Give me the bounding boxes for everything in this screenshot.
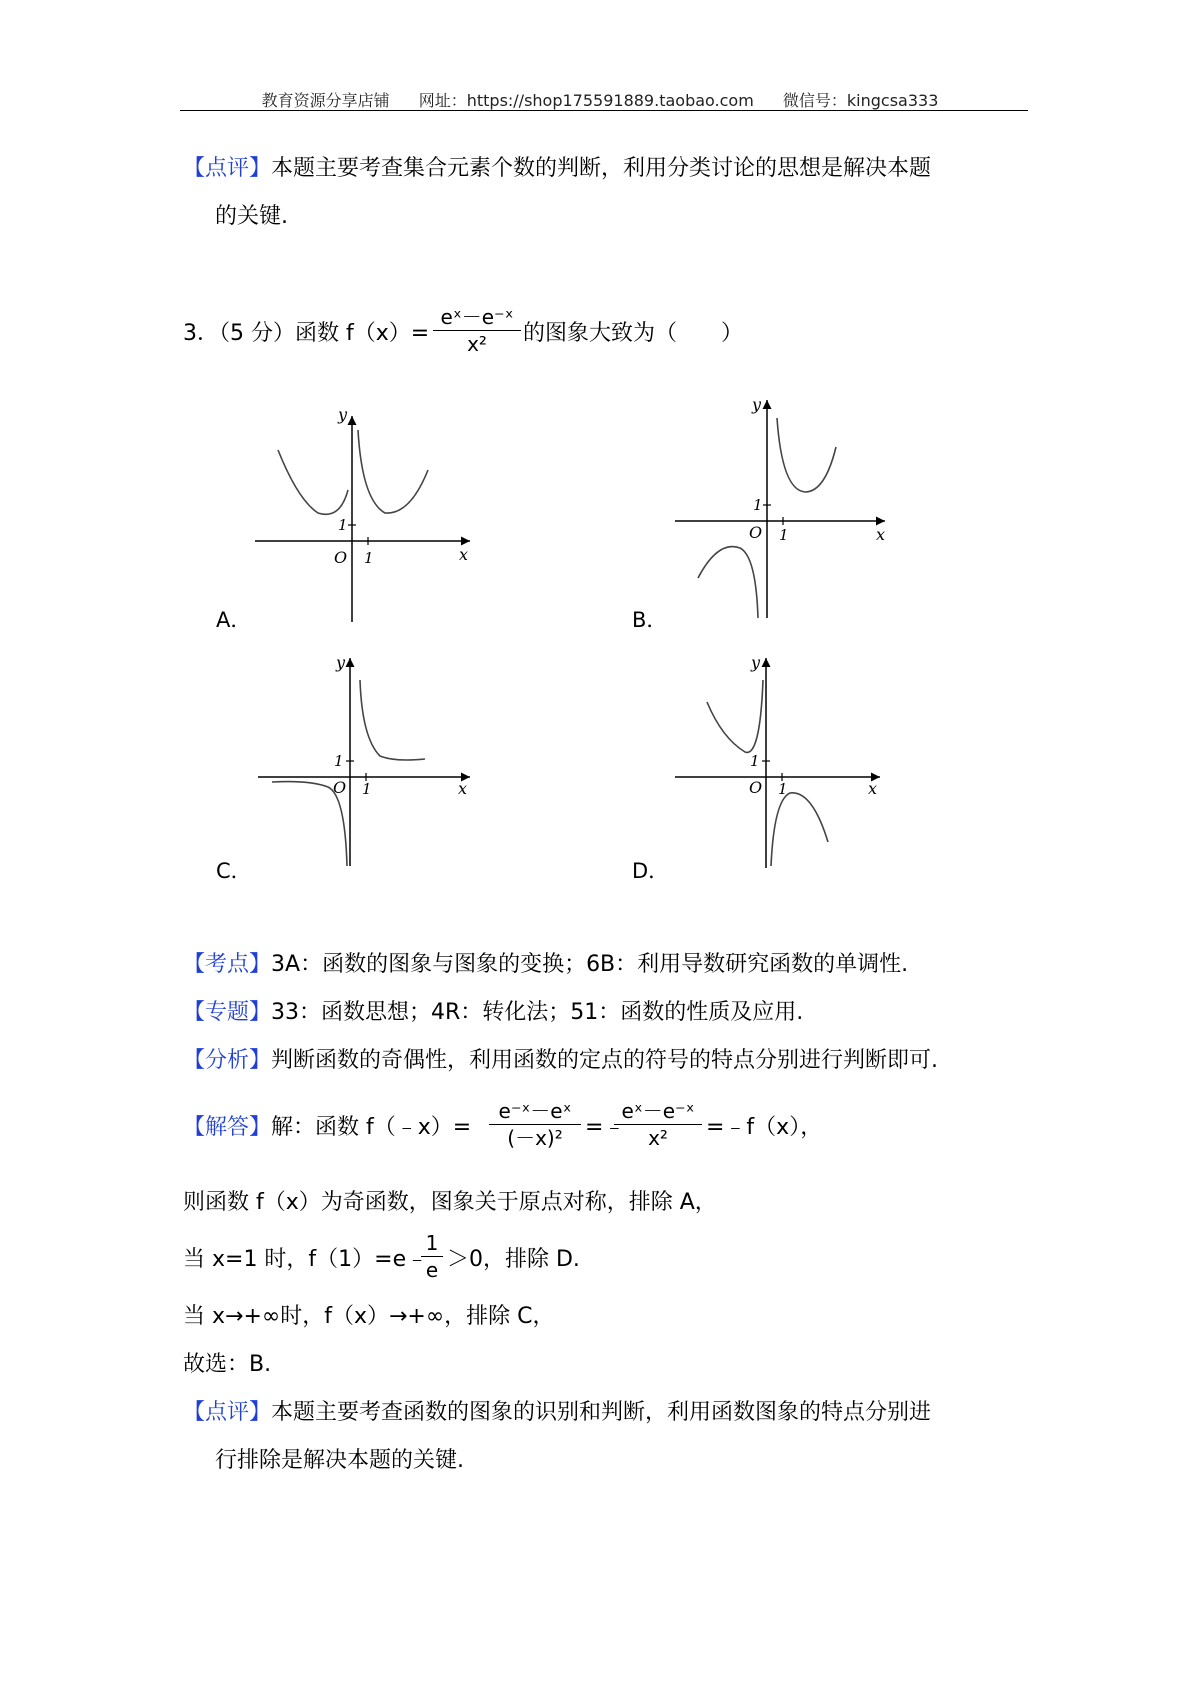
jieda-line5: 故选：B. [183,1352,272,1377]
graph-b-x-label: x [876,525,886,544]
jieda-fraction-3 [421,1232,443,1281]
graph-d-y-one: 1 [750,752,760,770]
graph-c-y-label: y [336,653,346,672]
graph-b-left-curve [698,547,758,618]
graph-b-y-one: 1 [753,496,763,514]
wechat-id: 微信号：kingcsa333 [782,91,939,110]
graph-c-x-one: 1 [362,780,372,798]
kaodian-tag: 【考点】 [183,952,272,977]
graph-d-right-curve [771,793,828,866]
fraction-bar [614,1124,702,1125]
dianping-text: 本题主要考查函数的图象的识别和判断，利用函数图象的特点分别进 [271,1400,932,1425]
graph-a-origin-label: O [334,548,348,567]
graph-c [258,653,470,866]
jieda-line1-start [183,1113,471,1143]
zhuanti-line [183,998,803,1028]
jieda-l3-num: 1 [425,1231,439,1255]
zhuanti-text: 33：函数思想；4R：转化法；51：函数的性质及应用. [271,1000,804,1025]
graph-a-right-curve [358,430,428,513]
question-frac-num: eˣ－e⁻ˣ [440,305,514,329]
graph-a-x-label: x [459,545,469,564]
question-frac-den: x² [467,332,487,356]
prev-comment-text: 本题主要考查集合元素个数的判断，利用分类讨论的思想是解决本题 [271,156,932,181]
graph-b [675,395,885,618]
graph-b-right-curve [777,418,836,492]
graph-c-origin-label: O [333,778,347,797]
jieda-f1-num: e⁻ˣ－eˣ [498,1099,572,1123]
graph-d-origin-label: O [749,778,763,797]
jieda-f2-num: eˣ－e⁻ˣ [621,1099,695,1123]
graph-c-y-one: 1 [334,752,344,770]
graph-d-x-one: 1 [778,780,788,798]
jieda-p1: 解：函数 f（﹣x）= [271,1115,472,1140]
dianping-line1 [183,1398,931,1428]
graph-a-left-curve [278,450,348,514]
option-d-label: D． [632,859,670,883]
jieda-line3-end: ＞0，排除 D. [447,1247,580,1272]
option-c-label: C． [216,859,252,883]
jieda-p2: =﹣ [585,1115,626,1140]
option-a-label: A． [216,608,252,632]
graph-a-x-one: 1 [364,549,374,567]
jieda-f1-den: (－x)² [507,1126,563,1150]
jieda-fraction-1 [489,1100,581,1149]
fraction-bar [421,1256,443,1257]
fenxi-tag: 【分析】 [183,1048,272,1073]
graph-d-y-label: y [751,653,761,672]
graph-d [675,653,880,868]
kaodian-text: 3A：函数的图象与图象的变换；6B：利用导数研究函数的单调性. [271,952,909,977]
graph-d-x-label: x [868,779,878,798]
jieda-fraction-2 [614,1100,702,1149]
kaodian-line [183,950,908,980]
jieda-line3-start: 当 x=1 时，f（1）=e﹣ [183,1247,429,1272]
jieda-line4: 当 x→+∞时，f（x）→+∞，排除 C， [183,1304,555,1329]
graph-b-x-one: 1 [779,526,789,544]
graph-a [255,405,470,622]
option-b-label: B． [632,608,668,632]
question-suffix: 的图象大致为（ ） [523,321,744,346]
graph-c-x-label: x [458,779,468,798]
prev-comment-line2: 的关键. [215,204,288,229]
jieda-f2-den: x² [648,1126,668,1150]
fenxi-line [183,1046,938,1076]
graph-b-origin-label: O [749,523,763,542]
prev-comment-tag: 【点评】 [183,156,272,181]
shop-name: 教育资源分享店铺 [261,91,390,110]
jieda-p3: =﹣f（x）， [706,1115,823,1140]
jieda-line2: 则函数 f（x）为奇函数，图象关于原点对称，排除 A， [183,1190,717,1215]
jieda-tag: 【解答】 [183,1115,272,1140]
zhuanti-tag: 【专题】 [183,1000,272,1025]
graph-b-y-label: y [752,395,762,414]
graph-c-right-curve [360,680,425,760]
fraction-bar [489,1124,581,1125]
jieda-l3-den: e [425,1258,439,1282]
shop-url: 网址：https://shop175591889.taobao.com [418,91,754,110]
graph-a-y-label: y [338,405,348,424]
dianping-line2: 行排除是解决本题的关键. [215,1448,464,1473]
graph-a-y-one: 1 [338,516,348,534]
dianping-tag: 【点评】 [183,1400,272,1425]
question-prefix: 3．（5 分）函数 f（x）= [183,321,430,346]
fenxi-text: 判断函数的奇偶性，利用函数的定点的符号的特点分别进行判断即可. [271,1048,939,1073]
graph-d-left-curve [707,680,763,752]
